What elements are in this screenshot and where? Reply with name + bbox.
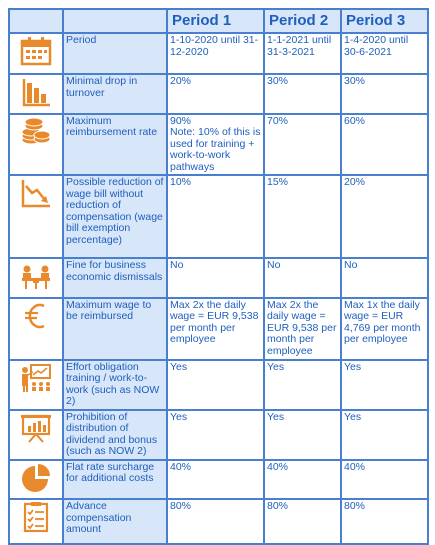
period-1-value: 80% bbox=[167, 499, 264, 544]
period-2-value: 15% bbox=[264, 175, 341, 258]
period-3-value: 60% bbox=[341, 114, 428, 176]
row-label: Effort obligation training / work-to-work (such as NOW 2) bbox=[63, 360, 167, 410]
declining-bar-chart-icon bbox=[19, 76, 53, 108]
period-3-value: 30% bbox=[341, 74, 428, 114]
table-row bbox=[9, 298, 428, 360]
period-3-value: 40% bbox=[341, 460, 428, 500]
table-row bbox=[9, 175, 428, 258]
period-1-value: Yes bbox=[167, 410, 264, 460]
header-row bbox=[9, 9, 428, 33]
period-2-value: No bbox=[264, 258, 341, 298]
icon-cell bbox=[9, 114, 63, 176]
meeting-icon bbox=[19, 260, 53, 292]
period-2-value: Max 2x the daily wage = EUR 9,538 per month per employee bbox=[264, 298, 341, 360]
row-label: Maximum reimbursement rate bbox=[63, 114, 167, 176]
icon-cell bbox=[9, 460, 63, 500]
icon-cell bbox=[9, 499, 63, 544]
icon-cell bbox=[9, 298, 63, 360]
period-1-value: 1-10-2020 until 31-12-2020 bbox=[167, 33, 264, 74]
period-2-value: 80% bbox=[264, 499, 341, 544]
period-2-value: 1-1-2021 until 31-3-2021 bbox=[264, 33, 341, 74]
row-label: Minimal drop in turnover bbox=[63, 74, 167, 114]
header-empty-icon-cell bbox=[9, 9, 63, 33]
period-1-value: 40% bbox=[167, 460, 264, 500]
calendar-icon bbox=[19, 35, 53, 67]
row-label: Maximum wage to be reimbursed bbox=[63, 298, 167, 360]
header-empty-label-cell bbox=[63, 9, 167, 33]
icon-cell bbox=[9, 258, 63, 298]
period-1-value: No bbox=[167, 258, 264, 298]
icon-cell bbox=[9, 33, 63, 74]
period-1-value: 20% bbox=[167, 74, 264, 114]
table-row bbox=[9, 258, 428, 298]
table-row bbox=[9, 74, 428, 114]
table-row bbox=[9, 499, 428, 544]
period-2-value: Yes bbox=[264, 410, 341, 460]
euro-icon bbox=[19, 300, 53, 332]
period-2-value: Yes bbox=[264, 360, 341, 410]
period-2-value: 70% bbox=[264, 114, 341, 176]
declining-line-chart-icon bbox=[19, 177, 53, 209]
comparison-table bbox=[8, 8, 429, 545]
row-label: Advance compensation amount bbox=[63, 499, 167, 544]
period-1-value: Yes bbox=[167, 360, 264, 410]
checklist-icon bbox=[19, 501, 53, 533]
icon-cell bbox=[9, 74, 63, 114]
table-row bbox=[9, 114, 428, 176]
icon-cell bbox=[9, 410, 63, 460]
period-3-value: Max 1x the daily wage = EUR 4,769 per month per employee bbox=[341, 298, 428, 360]
period-3-value: No bbox=[341, 258, 428, 298]
row-label: Possible reduction of wage bill without reduction of compensation (wage bill exemption percentage) bbox=[63, 175, 167, 258]
header-period-1: Period 1 bbox=[167, 9, 264, 33]
period-2-value: 30% bbox=[264, 74, 341, 114]
icon-cell bbox=[9, 175, 63, 258]
row-label: Period bbox=[63, 33, 167, 74]
row-label: Fine for business economic dismissals bbox=[63, 258, 167, 298]
header-period-2: Period 2 bbox=[264, 9, 341, 33]
period-3-value: Yes bbox=[341, 410, 428, 460]
header-period-3: Period 3 bbox=[341, 9, 428, 33]
period-3-value: 1-4-2020 until 30-6-2021 bbox=[341, 33, 428, 74]
period-1-value: 10% bbox=[167, 175, 264, 258]
period-3-value: Yes bbox=[341, 360, 428, 410]
presentation-board-icon bbox=[19, 412, 53, 444]
presentation-training-icon bbox=[19, 362, 53, 394]
pie-chart-icon bbox=[19, 462, 53, 494]
row-label: Flat rate surcharge for additional costs bbox=[63, 460, 167, 500]
table-row bbox=[9, 33, 428, 74]
row-label: Prohibition of distribution of dividend and bonus (such as NOW 2) bbox=[63, 410, 167, 460]
coins-icon bbox=[19, 116, 53, 148]
icon-cell bbox=[9, 360, 63, 410]
table-row bbox=[9, 410, 428, 460]
table-row bbox=[9, 360, 428, 410]
period-1-value: Max 2x the daily wage = EUR 9,538 per month per employee bbox=[167, 298, 264, 360]
period-2-value: 40% bbox=[264, 460, 341, 500]
table-row bbox=[9, 460, 428, 500]
period-3-value: 80% bbox=[341, 499, 428, 544]
period-3-value: 20% bbox=[341, 175, 428, 258]
period-1-value: 90% Note: 10% of this is used for training + work-to-work pathways bbox=[167, 114, 264, 176]
